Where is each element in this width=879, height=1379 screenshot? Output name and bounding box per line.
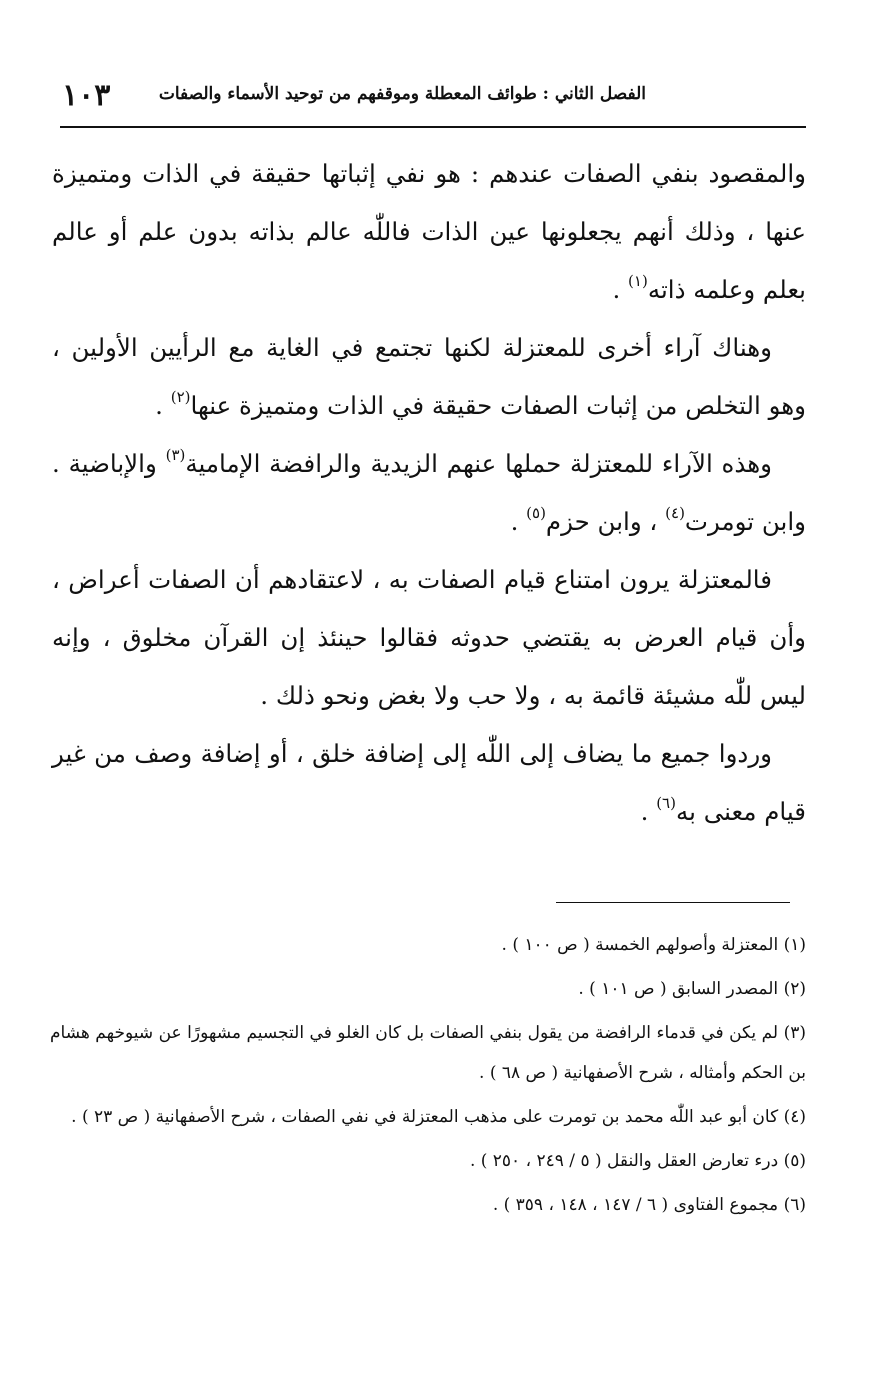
paragraph-5 xyxy=(52,725,806,841)
footnote-marker-3[interactable]: (٣) xyxy=(165,446,186,464)
footnote-text: درء تعارض العقل والنقل ( ٥ / ٢٤٩ ، ٢٥٠ ) . xyxy=(469,1151,779,1171)
footnote-6 xyxy=(50,1185,806,1225)
paragraph-tail: . xyxy=(612,275,629,304)
footnote-5 xyxy=(50,1141,806,1181)
paragraph-text: وردوا جميع ما يضاف إلى اللّٰه إلى إضافة خلق ، أو إضافة وصف من غير قيام معنى به xyxy=(52,739,806,826)
footnote-text: مجموع الفتاوى ( ٦ / ١٤٧ ، ١٤٨ ، ٣٥٩ ) . xyxy=(492,1195,779,1215)
main-text xyxy=(52,145,806,841)
footnote-marker-2[interactable]: (٢) xyxy=(170,388,191,406)
footnote-number: (١) xyxy=(783,935,806,955)
paragraph-2 xyxy=(52,319,806,435)
footnote-3 xyxy=(50,1013,806,1093)
paragraph-tail: . xyxy=(155,391,171,420)
paragraph-1 xyxy=(52,145,806,319)
footnote-text: المصدر السابق ( ص ١٠١ ) . xyxy=(578,979,779,999)
running-header xyxy=(60,80,806,118)
paragraph-tail: . xyxy=(640,797,657,826)
paragraph-text: فالمعتزلة يرون امتناع قيام الصفات به ، لاعتقادهم أن الصفات أعراض ، وأن قيام العرض به يقتضي حدوثه فقالوا حينئذ إن القرآن مخلوق ، وإنه ليس للّٰه مشيئة قائمة به ، ولا حب ولا بغض ونحو ذلك . xyxy=(52,565,806,710)
footnote-marker-5[interactable]: (٥) xyxy=(526,504,546,522)
footnote-number: (٥) xyxy=(783,1151,806,1171)
footnote-1 xyxy=(50,925,806,965)
footnote-4 xyxy=(50,1097,806,1137)
paragraph-text: والمقصود بنفي الصفات عندهم : هو نفي إثباتها حقيقة في الذات ومتميزة عنها ، وذلك أنهم يجعلونها عين الذات فاللّٰه عالم بذاته بدون علم أو عالم بعلم وعلمه ذاته xyxy=(52,159,806,304)
footnote-text: لم يكن في قدماء الرافضة من يقول بنفي الصفات بل كان الغلو في التجسيم مشهورًا عن شيوخهم هشام بن الحكم وأمثاله ، شرح الأصفهانية ( ص ٦٨ ) . xyxy=(50,1023,806,1083)
footnote-number: (٦) xyxy=(783,1195,806,1215)
paragraph-4 xyxy=(52,551,806,725)
footnote-marker-1[interactable]: (١) xyxy=(628,272,648,290)
footnote-number: (٢) xyxy=(783,979,806,999)
paragraph-tail: . xyxy=(510,507,527,536)
footnote-2 xyxy=(50,969,806,1009)
footnote-number: (٤) xyxy=(783,1107,806,1127)
footnote-text: المعتزلة وأصولهم الخمسة ( ص ١٠٠ ) . xyxy=(501,935,779,955)
paragraph-text: ، وابن حزم xyxy=(545,507,666,536)
paragraph-text: وهناك آراء أخرى للمعتزلة لكنها تجتمع في الغاية مع الرأيين الأولين ، وهو التخلص من إثبات الصفات حقيقة في الذات ومتميزة عنها xyxy=(52,333,806,420)
footnote-marker-6[interactable]: (٦) xyxy=(656,794,676,812)
chapter-title: الفصل الثاني : طوائف المعطلة وموقفهم من توحيد الأسماء والصفات xyxy=(158,84,646,104)
header-rule xyxy=(60,126,806,128)
paragraph-text: وهذه الآراء للمعتزلة حملها عنهم الزيدية والرافضة الإمامية xyxy=(185,449,772,478)
paragraph-3 xyxy=(52,435,806,551)
footnote-marker-4[interactable]: (٤) xyxy=(665,504,685,522)
footnote-separator xyxy=(556,902,790,903)
page-number: ١٠٣ xyxy=(62,78,111,113)
footnote-number: (٣) xyxy=(783,1023,807,1043)
footnote-text: كان أبو عبد اللّٰه محمد بن تومرت على مذهب المعتزلة في نفي الصفات ، شرح الأصفهانية ( ص ٢٣ ) . xyxy=(71,1107,779,1127)
footnotes xyxy=(50,925,806,1229)
paragraph-text: والإباضية . وابن تومرت xyxy=(52,449,806,536)
